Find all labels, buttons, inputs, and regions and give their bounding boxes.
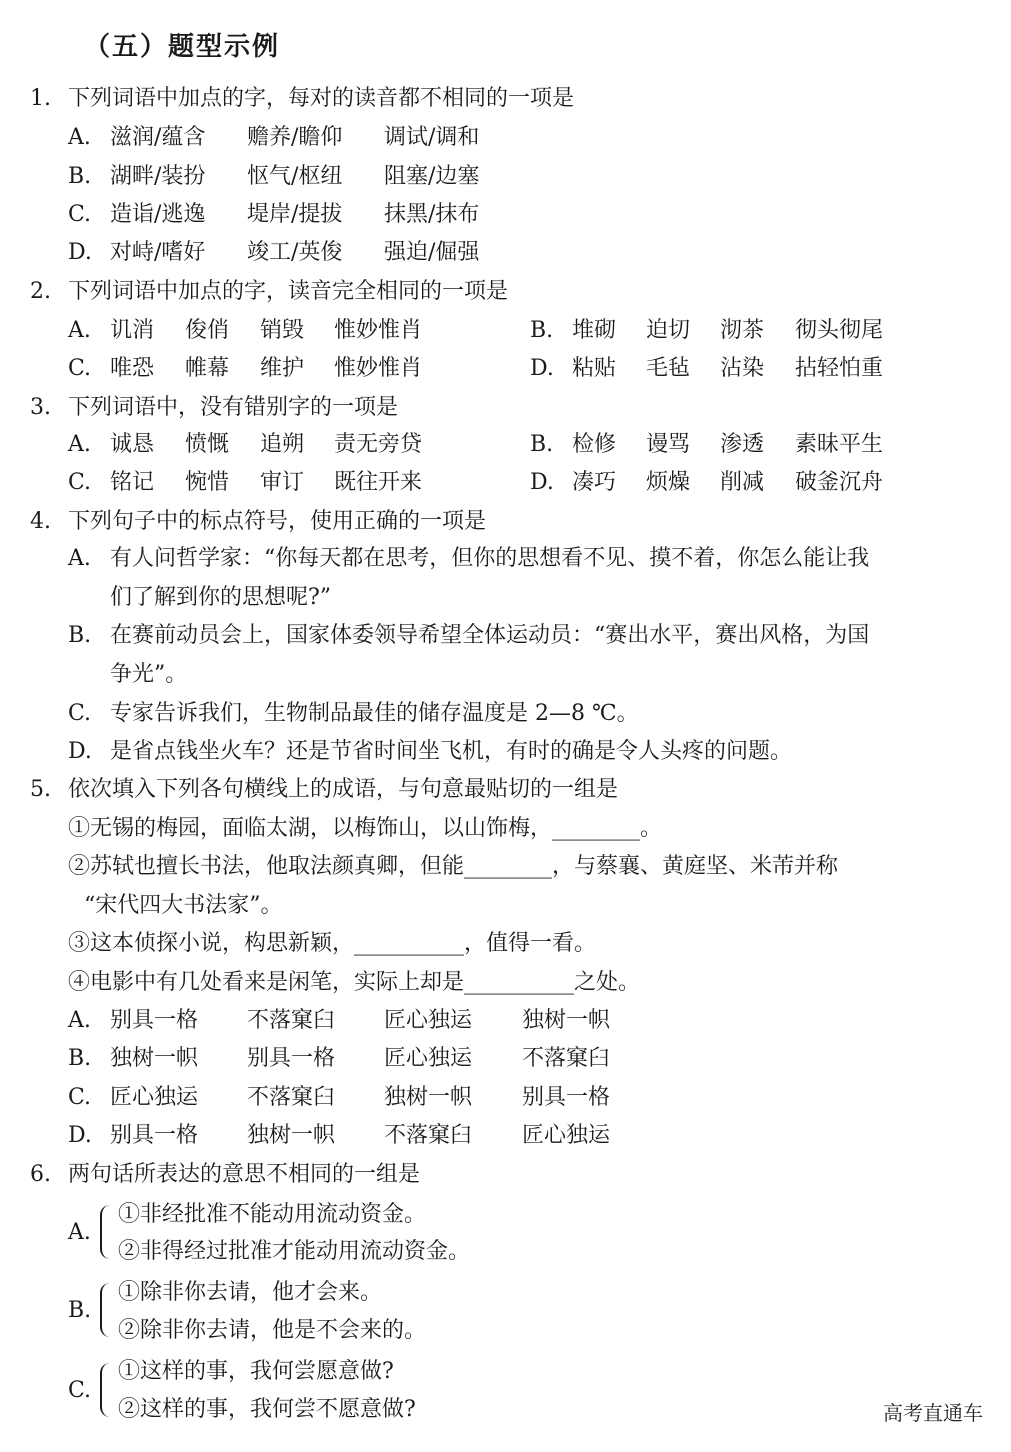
option-letter: D. [68, 1123, 92, 1148]
option-item: 造诣/逃逸 [110, 202, 206, 227]
question-stem: 下列词语中，没有错别字的一项是 [68, 395, 399, 420]
option-letter: C. [68, 1085, 92, 1110]
option-item: 维护 [260, 356, 305, 381]
option-text: 专家告诉我们，生物制品最佳的储存温度是 2—8 ℃。 [110, 701, 639, 726]
brace-icon [100, 1363, 116, 1417]
option-item: 独树一帜 [384, 1085, 473, 1110]
sentence-text: ①非经批准不能动用流动资金。 [118, 1202, 427, 1227]
option-item: 怄气/枢纽 [247, 164, 343, 189]
question-number: 4. [30, 509, 51, 534]
question-number: 2. [30, 279, 51, 304]
option-item: 唯恐 [110, 356, 155, 381]
option-item: 粘贴 [572, 356, 617, 381]
question-number: 1. [30, 86, 51, 111]
option-item: 铭记 [110, 470, 155, 495]
option-letter: B. [530, 318, 554, 343]
option-item: 独树一帜 [247, 1123, 336, 1148]
question-number: 6. [30, 1162, 51, 1187]
option-item: 既往开来 [334, 470, 423, 495]
option-item: 赡养/瞻仰 [247, 125, 343, 150]
option-item: 惟妙惟肖 [334, 356, 423, 381]
option-item: 竣工/英俊 [247, 240, 343, 265]
option-item: 烦燥 [646, 470, 691, 495]
sentence-text: ②除非你去请，他是不会来的。 [118, 1318, 427, 1343]
question-stem: 下列词语中加点的字，每对的读音都不相同的一项是 [68, 86, 575, 111]
option-item: 惋惜 [185, 470, 230, 495]
option-letter: B. [68, 1046, 92, 1071]
question-stem: 下列词语中加点的字，读音完全相同的一项是 [68, 279, 509, 304]
question-number: 3. [30, 395, 51, 420]
sentence-text: ①无锡的梅园，面临太湖，以梅饰山，以山饰梅，________。 [68, 816, 663, 841]
option-item: 削减 [720, 470, 765, 495]
option-letter: A. [68, 318, 91, 343]
option-item: 讥消 [110, 318, 155, 343]
option-item: 销毁 [260, 318, 305, 343]
option-letter: A. [68, 546, 91, 571]
option-letter: B. [68, 164, 92, 189]
option-item: 愤慨 [185, 432, 230, 457]
sentence-text: ②这样的事，我何尝不愿意做? [118, 1397, 416, 1422]
option-item: 追朔 [260, 432, 305, 457]
option-item: 沾染 [720, 356, 765, 381]
option-letter: A. [68, 432, 91, 457]
option-item: 沏茶 [720, 318, 765, 343]
option-text: 有人问哲学家：“你每天都在思考，但你的思想看不见、摸不着，你怎么能让我 [110, 546, 870, 571]
sentence-text: ③这本侦探小说，构思新颖，__________，值得一看。 [68, 931, 597, 956]
option-item: 堆砌 [572, 318, 617, 343]
option-letter: D. [530, 470, 554, 495]
option-letter: A. [68, 125, 91, 150]
option-letter: C. [68, 1378, 92, 1403]
option-item: 彻头彻尾 [795, 318, 884, 343]
option-letter: A. [68, 1008, 91, 1033]
option-item: 调试/调和 [384, 125, 480, 150]
option-letter: B. [530, 432, 554, 457]
section-title: （五）题型示例 [84, 32, 281, 62]
option-item: 不落窠臼 [247, 1008, 336, 1033]
option-item: 对峙/嗜好 [110, 240, 206, 265]
option-item: 别具一格 [522, 1085, 611, 1110]
sentence-text: ②苏轼也擅长书法，他取法颜真卿，但能________，与蔡襄、黄庭坚、米芾并称 [68, 854, 839, 879]
option-item: 毛毡 [646, 356, 691, 381]
option-item: 素昧平生 [795, 432, 884, 457]
sentence-text-continued: “宋代四大书法家”。 [84, 893, 283, 918]
option-item: 匠心独运 [384, 1046, 473, 1071]
option-letter: A. [68, 1220, 91, 1245]
option-letter: D. [68, 240, 92, 265]
option-item: 别具一格 [247, 1046, 336, 1071]
option-item: 匠心独运 [522, 1123, 611, 1148]
option-item: 惟妙惟肖 [334, 318, 423, 343]
option-item: 别具一格 [110, 1123, 199, 1148]
option-item: 俊俏 [185, 318, 230, 343]
brand-label: 高考直通车 [883, 1401, 983, 1425]
question-stem: 下列句子中的标点符号，使用正确的一项是 [68, 509, 487, 534]
option-item: 滋润/蕴含 [110, 125, 206, 150]
option-item: 抹黑/抹布 [384, 202, 480, 227]
option-text-continued: 争光”。 [110, 662, 188, 687]
option-text: 在赛前动员会上，国家体委领导希望全体运动员：“赛出水平，赛出风格，为国 [110, 623, 870, 648]
option-item: 检修 [572, 432, 617, 457]
brace-icon [100, 1283, 116, 1337]
option-item: 别具一格 [110, 1008, 199, 1033]
option-item: 湖畔/装扮 [110, 164, 206, 189]
question-number: 5. [30, 777, 51, 802]
option-letter: B. [68, 623, 92, 648]
option-item: 谩骂 [646, 432, 691, 457]
option-item: 渗透 [720, 432, 765, 457]
sentence-text: ①这样的事，我何尝愿意做? [118, 1359, 394, 1384]
option-item: 责无旁贷 [334, 432, 423, 457]
option-item: 匠心独运 [110, 1085, 199, 1110]
option-item: 帷幕 [185, 356, 230, 381]
option-item: 匠心独运 [384, 1008, 473, 1033]
option-letter: C. [68, 356, 92, 381]
option-letter: B. [68, 1298, 92, 1323]
sentence-text: ④电影中有几处看来是闲笔，实际上却是__________之处。 [68, 970, 641, 995]
option-item: 不落窠臼 [522, 1046, 611, 1071]
option-item: 不落窠臼 [384, 1123, 473, 1148]
option-item: 拈轻怕重 [795, 356, 884, 381]
option-item: 凑巧 [572, 470, 617, 495]
option-letter: C. [68, 202, 92, 227]
option-item: 独树一帜 [522, 1008, 611, 1033]
option-letter: C. [68, 470, 92, 495]
option-item: 独树一帜 [110, 1046, 199, 1071]
option-letter: C. [68, 701, 92, 726]
option-letter: D. [530, 356, 554, 381]
option-item: 堤岸/提拔 [247, 202, 343, 227]
question-stem: 两句话所表达的意思不相同的一组是 [68, 1162, 421, 1187]
sentence-text: ②非得经过批准才能动用流动资金。 [118, 1239, 471, 1264]
option-item: 迫切 [646, 318, 691, 343]
question-stem: 依次填入下列各句横线上的成语，与句意最贴切的一组是 [68, 777, 619, 802]
brace-icon [100, 1205, 116, 1259]
sentence-text: ①除非你去请，他才会来。 [118, 1280, 383, 1305]
option-item: 审订 [260, 470, 305, 495]
option-item: 阻塞/边塞 [384, 164, 480, 189]
option-item: 诚恳 [110, 432, 155, 457]
option-item: 强迫/倔强 [384, 240, 480, 265]
option-letter: D. [68, 739, 92, 764]
option-text: 是省点钱坐火车？还是节省时间坐飞机，有时的确是令人头疼的问题。 [110, 739, 793, 764]
option-item: 破釜沉舟 [795, 470, 884, 495]
option-text-continued: 们了解到你的思想呢?” [110, 585, 332, 610]
option-item: 不落窠臼 [247, 1085, 336, 1110]
